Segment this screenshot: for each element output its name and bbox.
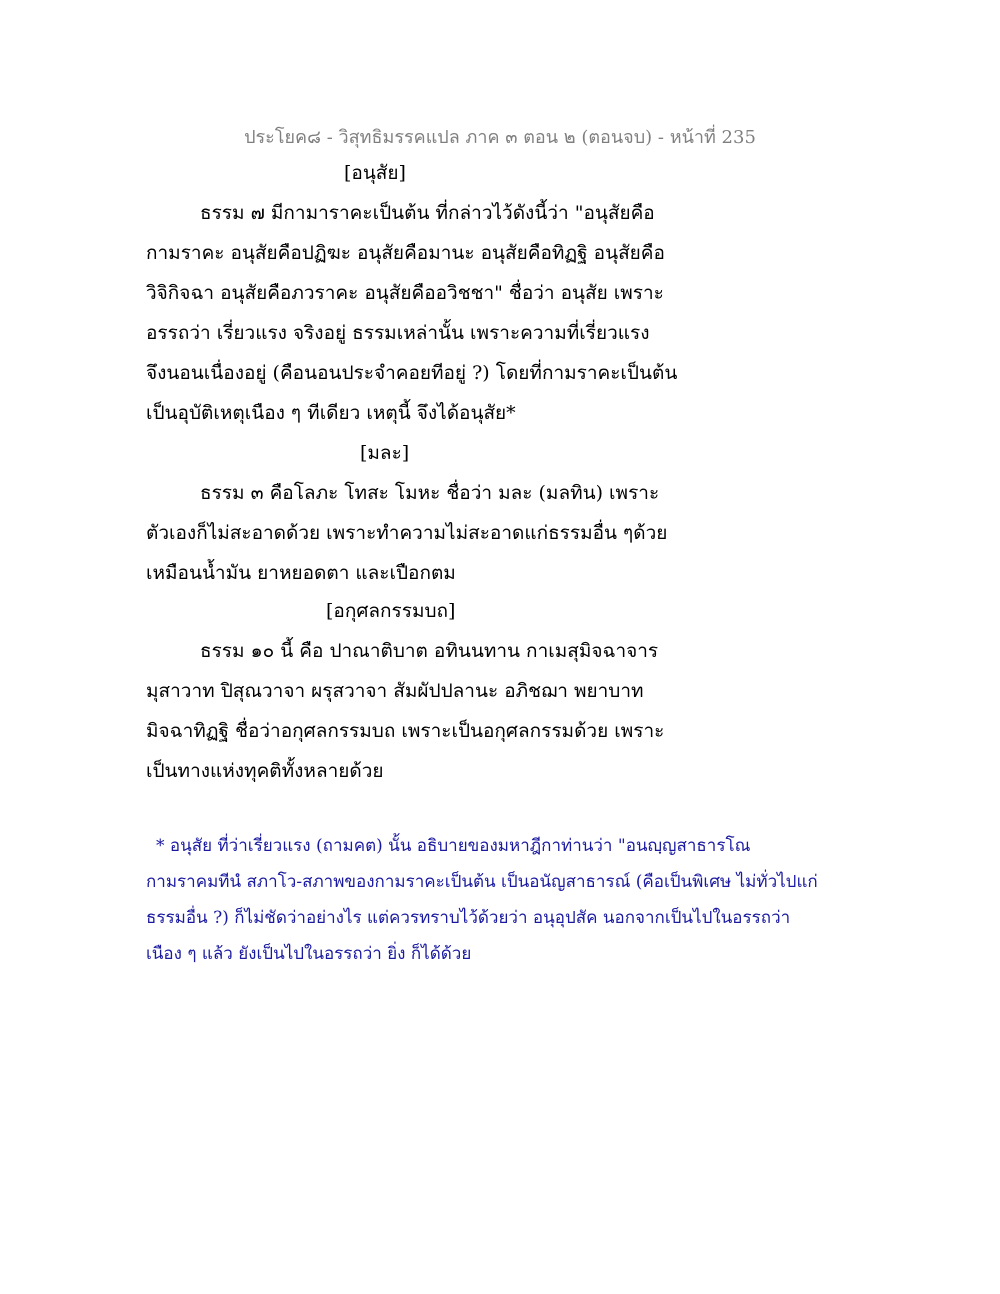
paragraph-line: ธรรม ๗ มีกามาราคะเป็นต้น ที่กล่าวไว้ดังนี้ว่า "อนุสัยคือ	[200, 202, 655, 224]
paragraph-line: มิจฉาทิฏฐิ ชื่อว่าอกุศลกรรมบถ เพราะเป็นอกุศลกรรมด้วย เพราะ	[146, 720, 665, 742]
page-header: ประโยค๘ - วิสุทธิมรรคแปล ภาค ๓ ตอน ๒ (ตอนจบ) - หน้าที่ 235	[244, 127, 756, 148]
paragraph-line: มุสาวาท ปิสุณวาจา ผรุสวาจา สัมผัปปลานะ อภิชฌา พยาบาท	[146, 680, 644, 702]
paragraph-line: ธรรม ๓ คือโลภะ โทสะ โมหะ ชื่อว่า มละ (มลทิน) เพราะ	[200, 482, 660, 504]
footnote-line: * อนุสัย ที่ว่าเรี่ยวแรง (ถามคต) นั้น อธิบายของมหาฎีกาท่านว่า "อนญฺญสาธารโณ	[156, 836, 751, 856]
paragraph-line: เป็นอุบัติเหตุเนือง ๆ ทีเดียว เหตุนี้ จึงได้อนุสัย*	[146, 402, 516, 424]
paragraph-line: เหมือนน้ำมัน ยาหยอดตา และเปือกตม	[146, 562, 456, 584]
section-heading-akusala: [อกุศลกรรมบถ]	[326, 600, 456, 622]
paragraph-line: ธรรม ๑๐ นี้ คือ ปาณาติบาต อทินนทาน กาเมสุมิจฉาจาร	[200, 640, 659, 662]
footnote-line: กามราคมทีนํ สภาโว-สภาพของกามราคะเป็นต้น เป็นอนัญสาธารณ์ (คือเป็นพิเศษ ไม่ทั่วไปแก่	[146, 872, 818, 892]
paragraph-line: วิจิกิจฉา อนุสัยคือภวราคะ อนุสัยคืออวิชชา" ชื่อว่า อนุสัย เพราะ	[146, 282, 664, 304]
paragraph-line: อรรถว่า เรี่ยวแรง จริงอยู่ ธรรมเหล่านั้น เพราะความที่เรี่ยวแรง	[146, 322, 650, 344]
section-heading-mala: [มละ]	[360, 442, 410, 464]
paragraph-line: กามราคะ อนุสัยคือปฏิฆะ อนุสัยคือมานะ อนุสัยคือทิฏฐิ อนุสัยคือ	[146, 242, 665, 264]
footnote-line: ธรรมอื่น ?) ก็ไม่ชัดว่าอย่างไร แต่ควรทราบไว้ด้วยว่า อนุอุปสัค นอกจากเป็นไปในอรรถว่า	[146, 908, 791, 928]
paragraph-line: ตัวเองก็ไม่สะอาดด้วย เพราะทำความไม่สะอาดแก่ธรรมอื่น ๆด้วย	[146, 522, 668, 544]
footnote-line: เนือง ๆ แล้ว ยังเป็นไปในอรรถว่า ยิ่ง ก็ได้ด้วย	[146, 944, 472, 964]
paragraph-line: จึงนอนเนื่องอยู่ (คือนอนประจำคอยทีอยู่ ?) โดยที่กามราคะเป็นต้น	[146, 362, 678, 384]
section-heading-anusaya: [อนุสัย]	[344, 162, 406, 184]
paragraph-line: เป็นทางแห่งทุคติทั้งหลายด้วย	[146, 760, 384, 782]
